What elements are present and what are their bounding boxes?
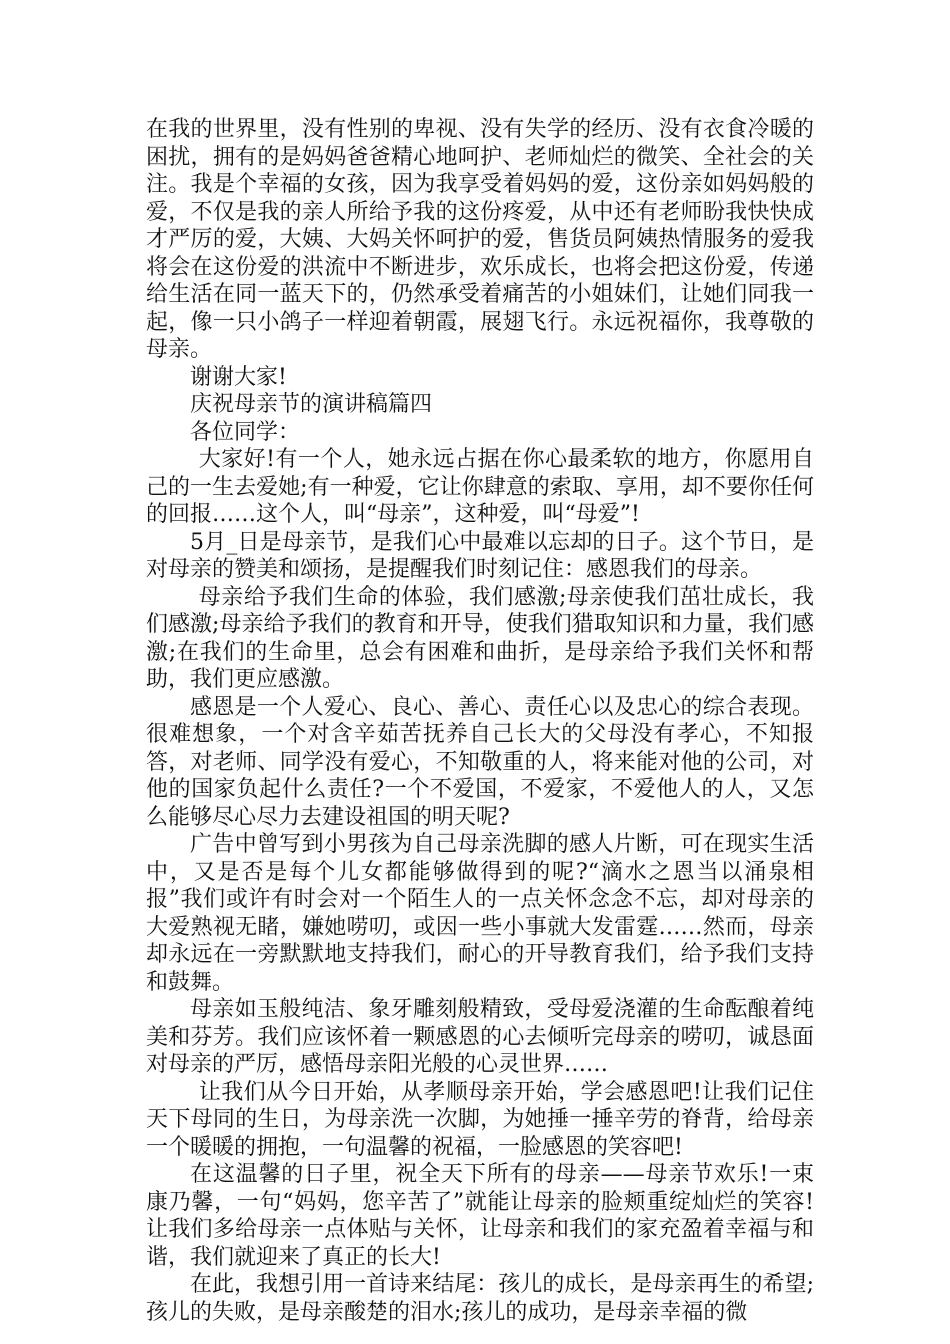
- paragraph-thankfulness: 感恩是一个人爱心、良心、善心、责任心以及忠心的综合表现。很难想象，一个对含辛茹苦抚养自己长大的父母没有孝心，不知报答，对老师、同学没有爱心，不知敬重的人，将来能对他的公司，对他的国家负起什么责任?一个不爱国，不爱家，不爱他人的人，又怎么能够尽心尽力去建设祖国的明天呢?: [146, 694, 814, 830]
- paragraph-jade: 母亲如玉般纯洁、象牙雕刻般精致，受母爱浇灌的生命酝酿着纯美和芬芳。我们应该怀着一颗感恩的心去倾听完母亲的唠叨，诚恳面对母亲的严厉，感悟母亲阳光般的心灵世界……: [146, 997, 814, 1077]
- document-page: [146, 116, 814, 1326]
- paragraph-start-today: 让我们从今日开始，从孝顺母亲开始，学会感恩吧!让我们记住天下母同的生日，为母亲洗一次脚，为她捶一捶辛劳的脊背，给母亲一个暖暖的拥抱，一句温馨的祝福，一脸感恩的笑容吧!: [146, 1079, 814, 1160]
- paragraph-poem: 在此，我想引用一首诗来结尾：孩儿的成长，是母亲再生的希望;孩儿的失败，是母亲酸楚的泪水;孩儿的成功，是母亲幸福的微: [146, 1272, 814, 1325]
- paragraph-mothers-day: 5月_日是母亲节，是我们心中最难以忘却的日子。这个节日，是对母亲的赞美和颂扬，是提醒我们时刻记住：感恩我们的母亲。: [146, 529, 814, 582]
- paragraph-world: 在我的世界里，没有性别的卑视、没有失学的经历、没有衣食冷暖的困扰，拥有的是妈妈爸爸精心地呵护、老师灿烂的微笑、全社会的关注。我是个幸福的女孩，因为我享受着妈妈的爱，这份亲如妈妈般的爱，不仅是我的亲人所给予我的这份疼爱，从中还有老师盼我快快成才严厉的爱，大姨、大妈关怀呵护的爱，售货员阿姨热情服务的爱我将会在这份爱的洪流中不断进步，欢乐成长，也将会把这份爱，传递给生活在同一蓝天下的，仍然承受着痛苦的小姐妹们，让她们同我一起，像一只小鸽子一样迎着朝霞，展翅飞行。永远祝福你，我尊敬的母亲。: [146, 117, 814, 362]
- section-heading: 庆祝母亲节的演讲稿篇四: [190, 392, 433, 417]
- paragraph-gratitude: 母亲给予我们生命的体验，我们感激;母亲使我们茁壮成长，我们感激;母亲给予我们的教育和开导，使我们猎取知识和力量，我们感激;在我们的生命里，总会有困难和曲折，是母亲给予我们关怀和帮助，我们更应感激。: [146, 584, 814, 692]
- paragraph-greeting: 大家好!有一个人，她永远占据在你心最柔软的地方，你愿用自己的一生去爱她;有一种爱，它让你肆意的索取、享用，却不要你任何的回报……这个人，叫“母亲”，这种爱，叫“母爱”!: [146, 447, 814, 527]
- paragraph-warm-day: 在这温馨的日子里，祝全天下所有的母亲——母亲节欢乐!一束康乃馨，一句“妈妈，您辛苦了”就能让母亲的脸颊重绽灿烂的笑容!让我们多给母亲一点体贴与关怀，让母亲和我们的家充盈着幸福与和谐，我们就迎来了真正的长大!: [146, 1162, 814, 1270]
- paragraph-salutation: 各位同学：: [190, 419, 301, 445]
- paragraph-advertisement: 广告中曾写到小男孩为自己母亲洗脚的感人片断，可在现实生活中，又是否是每个儿女都能够做得到的呢?“滴水之恩当以涌泉相报”我们或许有时会对一个陌生人的一点关怀念念不忘，却对母亲的大爱熟视无睹，嫌她唠叨，或因一些小事就大发雷霆……然而，母亲却永远在一旁默默地支持我们，耐心的开导教育我们，给予我们支持和鼓舞。: [146, 832, 814, 995]
- paragraph-thanks: 谢谢大家!: [190, 364, 287, 390]
